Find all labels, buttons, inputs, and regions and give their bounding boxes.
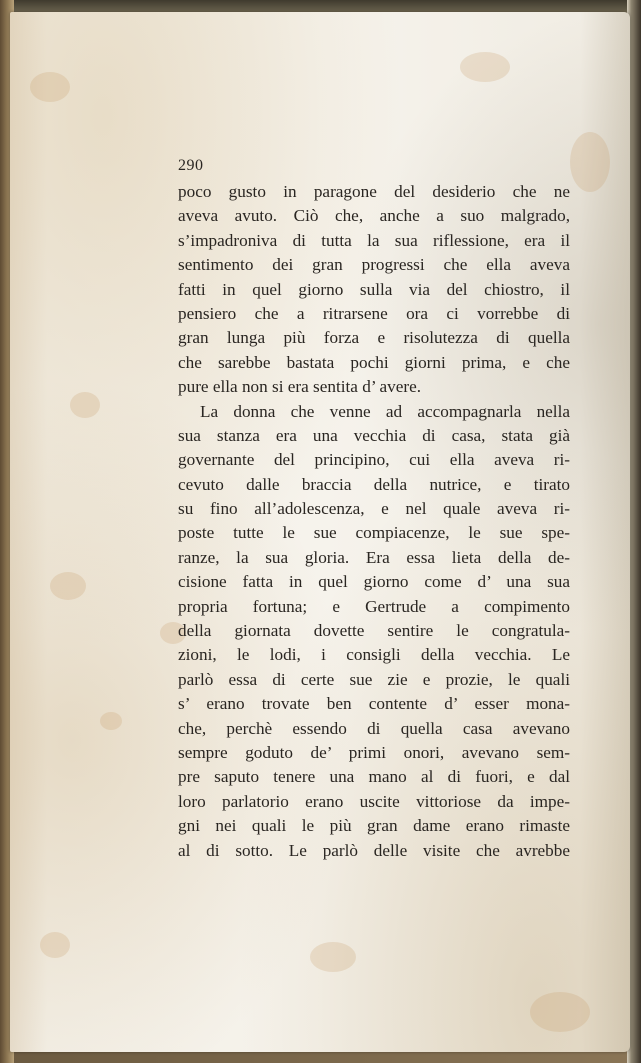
text-line: al di sotto. Le parlò delle visite che avrebbe: [178, 840, 570, 860]
text-line: ranze, la sua gloria. Era essa lieta della de-: [178, 547, 570, 567]
text-line: pre saputo tenere una mano al di fuori, e dal: [178, 767, 570, 787]
text-line: che, perchè essendo di quella casa avevano: [178, 718, 570, 738]
text-line: poco gusto in paragone del desiderio che ne: [178, 182, 570, 201]
text-line: gni nei quali le più gran dame erano rimaste: [178, 816, 570, 836]
text-line: sentimento dei gran progressi che ella aveva: [178, 255, 570, 275]
text-block: [178, 156, 570, 863]
text-line: propria fortuna; e Gertrude a compimento: [178, 596, 570, 616]
text-line: governante del principino, cui ella aveva ri-: [178, 450, 570, 470]
text-line: cevuto dalle braccia della nutrice, e tirato: [178, 474, 570, 494]
text-line: fatti in quel giorno sulla via del chiostro, il: [178, 279, 570, 299]
text-line: della giornata dovette sentire le congratula-: [178, 621, 570, 641]
paper-page: [10, 12, 630, 1052]
paragraph-start-line: La donna che venne ad accompagnarla nella: [200, 401, 570, 421]
text-line: su fino all’adolescenza, e nel quale aveva ri-: [178, 499, 570, 519]
text-line: aveva avuto. Ciò che, anche a suo malgrado,: [178, 206, 570, 226]
text-line: s’impadroniva di tutta la sua riflessione, era il: [178, 230, 570, 250]
text-line: pure ella non si era sentita d’ avere.: [178, 377, 422, 397]
text-line: pensiero che a ritrarsene ora ci vorrebbe di: [178, 303, 570, 323]
text-line: che sarebbe bastata pochi giorni prima, e che: [178, 352, 570, 372]
text-line: cisione fatta in quel giorno come d’ una sua: [178, 572, 570, 592]
page-number: 290: [178, 157, 204, 174]
text-line: sempre goduto de’ primi onori, avevano sem-: [178, 742, 570, 762]
text-line: s’ erano trovate ben contente d’ esser mona-: [178, 694, 570, 714]
text-line: loro parlatorio erano uscite vittoriose da impe-: [178, 791, 570, 811]
text-line: gran lunga più forza e risolutezza di quella: [178, 328, 570, 348]
text-line: sua stanza era una vecchia di casa, stata già: [178, 425, 570, 445]
text-line: parlò essa di certe sue zie e prozie, le quali: [178, 669, 570, 689]
text-line: poste tutte le sue compiacenze, le sue spe-: [178, 523, 570, 543]
text-line: zioni, le lodi, i consigli della vecchia. Le: [178, 645, 570, 665]
